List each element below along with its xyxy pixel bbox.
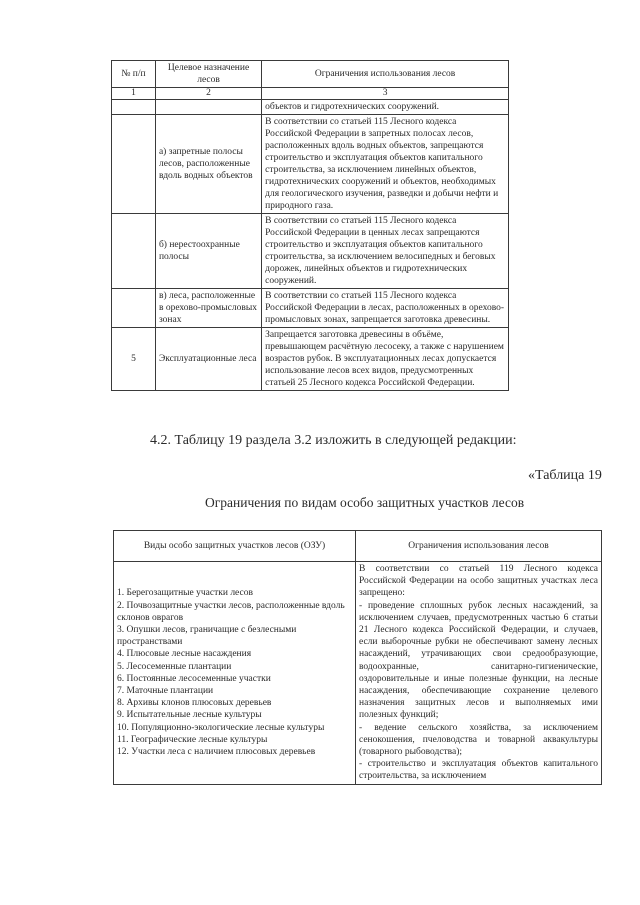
forest-restrictions-table-top [111, 60, 509, 391]
list-item: 1. Берегозащитные участки лесов [117, 588, 253, 599]
header-restrictions: Ограничения использования лесов [262, 61, 509, 88]
list-item: 6. Постоянные лесосеменные участки [117, 673, 271, 684]
row-num [112, 289, 156, 328]
restriction-paragraph: В соответствии со статьей 119 Лесного кодекса Российской Федерации на особо защитных участках леса запрещено: [358, 564, 598, 599]
table-row [112, 289, 509, 328]
table-label: «Таблица 19 [528, 468, 602, 483]
column-number-2: 2 [155, 88, 261, 100]
table-row [112, 328, 509, 391]
list-item: 3. Опушки лесов, граничащие с безлесными пространствами [117, 625, 297, 648]
row-restriction: В соответствии со статьей 115 Лесного кодекса Российской Федерации в ценных лесах запрещаются строительство и эксплуатация объектов капитального строительства, за исключением велосипедных и беговых дорожек, линейных объектов и гидротехнических сооружений. [262, 214, 509, 289]
row-restriction: Запрещается заготовка древесины в объёме, превышающем расчётную лесосеку, а также с нарушением возрастов рубок. В эксплуатационных лесах допускается использование лесов всех видов, предусмотренных статьей 25 Лесного кодекса Российской Федерации. [262, 328, 509, 391]
column-number-3: 3 [262, 88, 509, 100]
list-item: 5. Лесосеменные плантации [117, 661, 232, 672]
row-purpose: в) леса, расположенные в орехово-промысловых зонах [155, 289, 261, 328]
ozu-types-list [114, 562, 356, 785]
list-item: 7. Маточные плантации [117, 686, 214, 697]
ozu-restrictions-text [355, 562, 601, 785]
column-number-1: 1 [112, 88, 156, 100]
row-restriction: В соответствии со статьей 115 Лесного кодекса Российской Федерации в лесах, расположенных в орехово-промысловых зонах, запрещается заготовка древесины. [262, 289, 509, 328]
list-item: 9. Испытательные лесные культуры [117, 710, 262, 721]
header-ozu-types: Виды особо защитных участков лесов (ОЗУ) [114, 531, 356, 562]
row-num [112, 100, 156, 115]
header-restrictions: Ограничения использования лесов [355, 531, 601, 562]
table-title: Ограничения по видам особо защитных участков лесов [205, 495, 525, 510]
row-restriction: В соответствии со статьей 115 Лесного кодекса Российской Федерации в запретных полосах лесов, расположенных вдоль водных объектов, запрещаются строительство и эксплуатация объектов капитального строительства, за исключением линейных объектов, гидротехнических сооружений и объектов, необходимых для геологического изучения, разведки и добычи нефти и природного газа. [262, 115, 509, 214]
row-num [112, 214, 156, 289]
row-num [112, 115, 156, 214]
table-row [112, 115, 509, 214]
restriction-paragraph: - ведение сельского хозяйства, за исключением сенокошения, пчеловодства и товарной аквакультуры (товарного рыбоводства); [358, 722, 598, 758]
table-row [114, 562, 602, 785]
header-purpose: Целевое назначение лесов [155, 61, 261, 88]
table-row [112, 100, 509, 115]
row-purpose: а) запретные полосы лесов, расположенные вдоль водных объектов [155, 115, 261, 214]
list-item: 12. Участки леса с наличием плюсовых деревьев [117, 747, 316, 758]
row-num: 5 [112, 328, 156, 391]
list-item: 2. Почвозащитные участки лесов, расположенные вдоль склонов оврагов [117, 600, 345, 623]
row-restriction: объектов и гидротехнических сооружений. [262, 100, 509, 115]
list-item: 11. Географические лесные культуры [117, 734, 268, 745]
table-row [112, 214, 509, 289]
section-heading: 4.2. Таблицу 19 раздела 3.2 изложить в следующей редакции: [150, 433, 517, 448]
row-purpose: Эксплуатационные леса [155, 328, 261, 391]
list-item: 4. Плюсовые лесные насаждения [117, 649, 252, 660]
restriction-paragraph: - проведение сплошных рубок лесных насаждений, за исключением случаев, предусмотренных частью 6 статьи 21 Лесного кодекса Российской Федерации, и случаев, если выборочные рубки не обеспечивают замену лесных насаждений, утрачивающих свои средообразующие, водоохранные, санитарно-гигиенические, оздоровительные и иные полезные функции, на лесные насаждения, обеспечивающие сохранение целевого назначения защитных лесов и выполняемых ими полезных функций; [358, 600, 598, 721]
row-purpose [155, 100, 261, 115]
restriction-paragraph: - строительство и эксплуатация объектов капитального строительства, за исключением [358, 759, 598, 782]
list-item: 8. Архивы клонов плюсовых деревьев [117, 698, 272, 709]
list-item: 10. Популяционно-экологические лесные культуры [117, 722, 325, 733]
header-num: № п/п [112, 61, 156, 88]
ozu-restrictions-table [113, 530, 602, 785]
row-purpose: б) нерестоохранные полосы [155, 214, 261, 289]
